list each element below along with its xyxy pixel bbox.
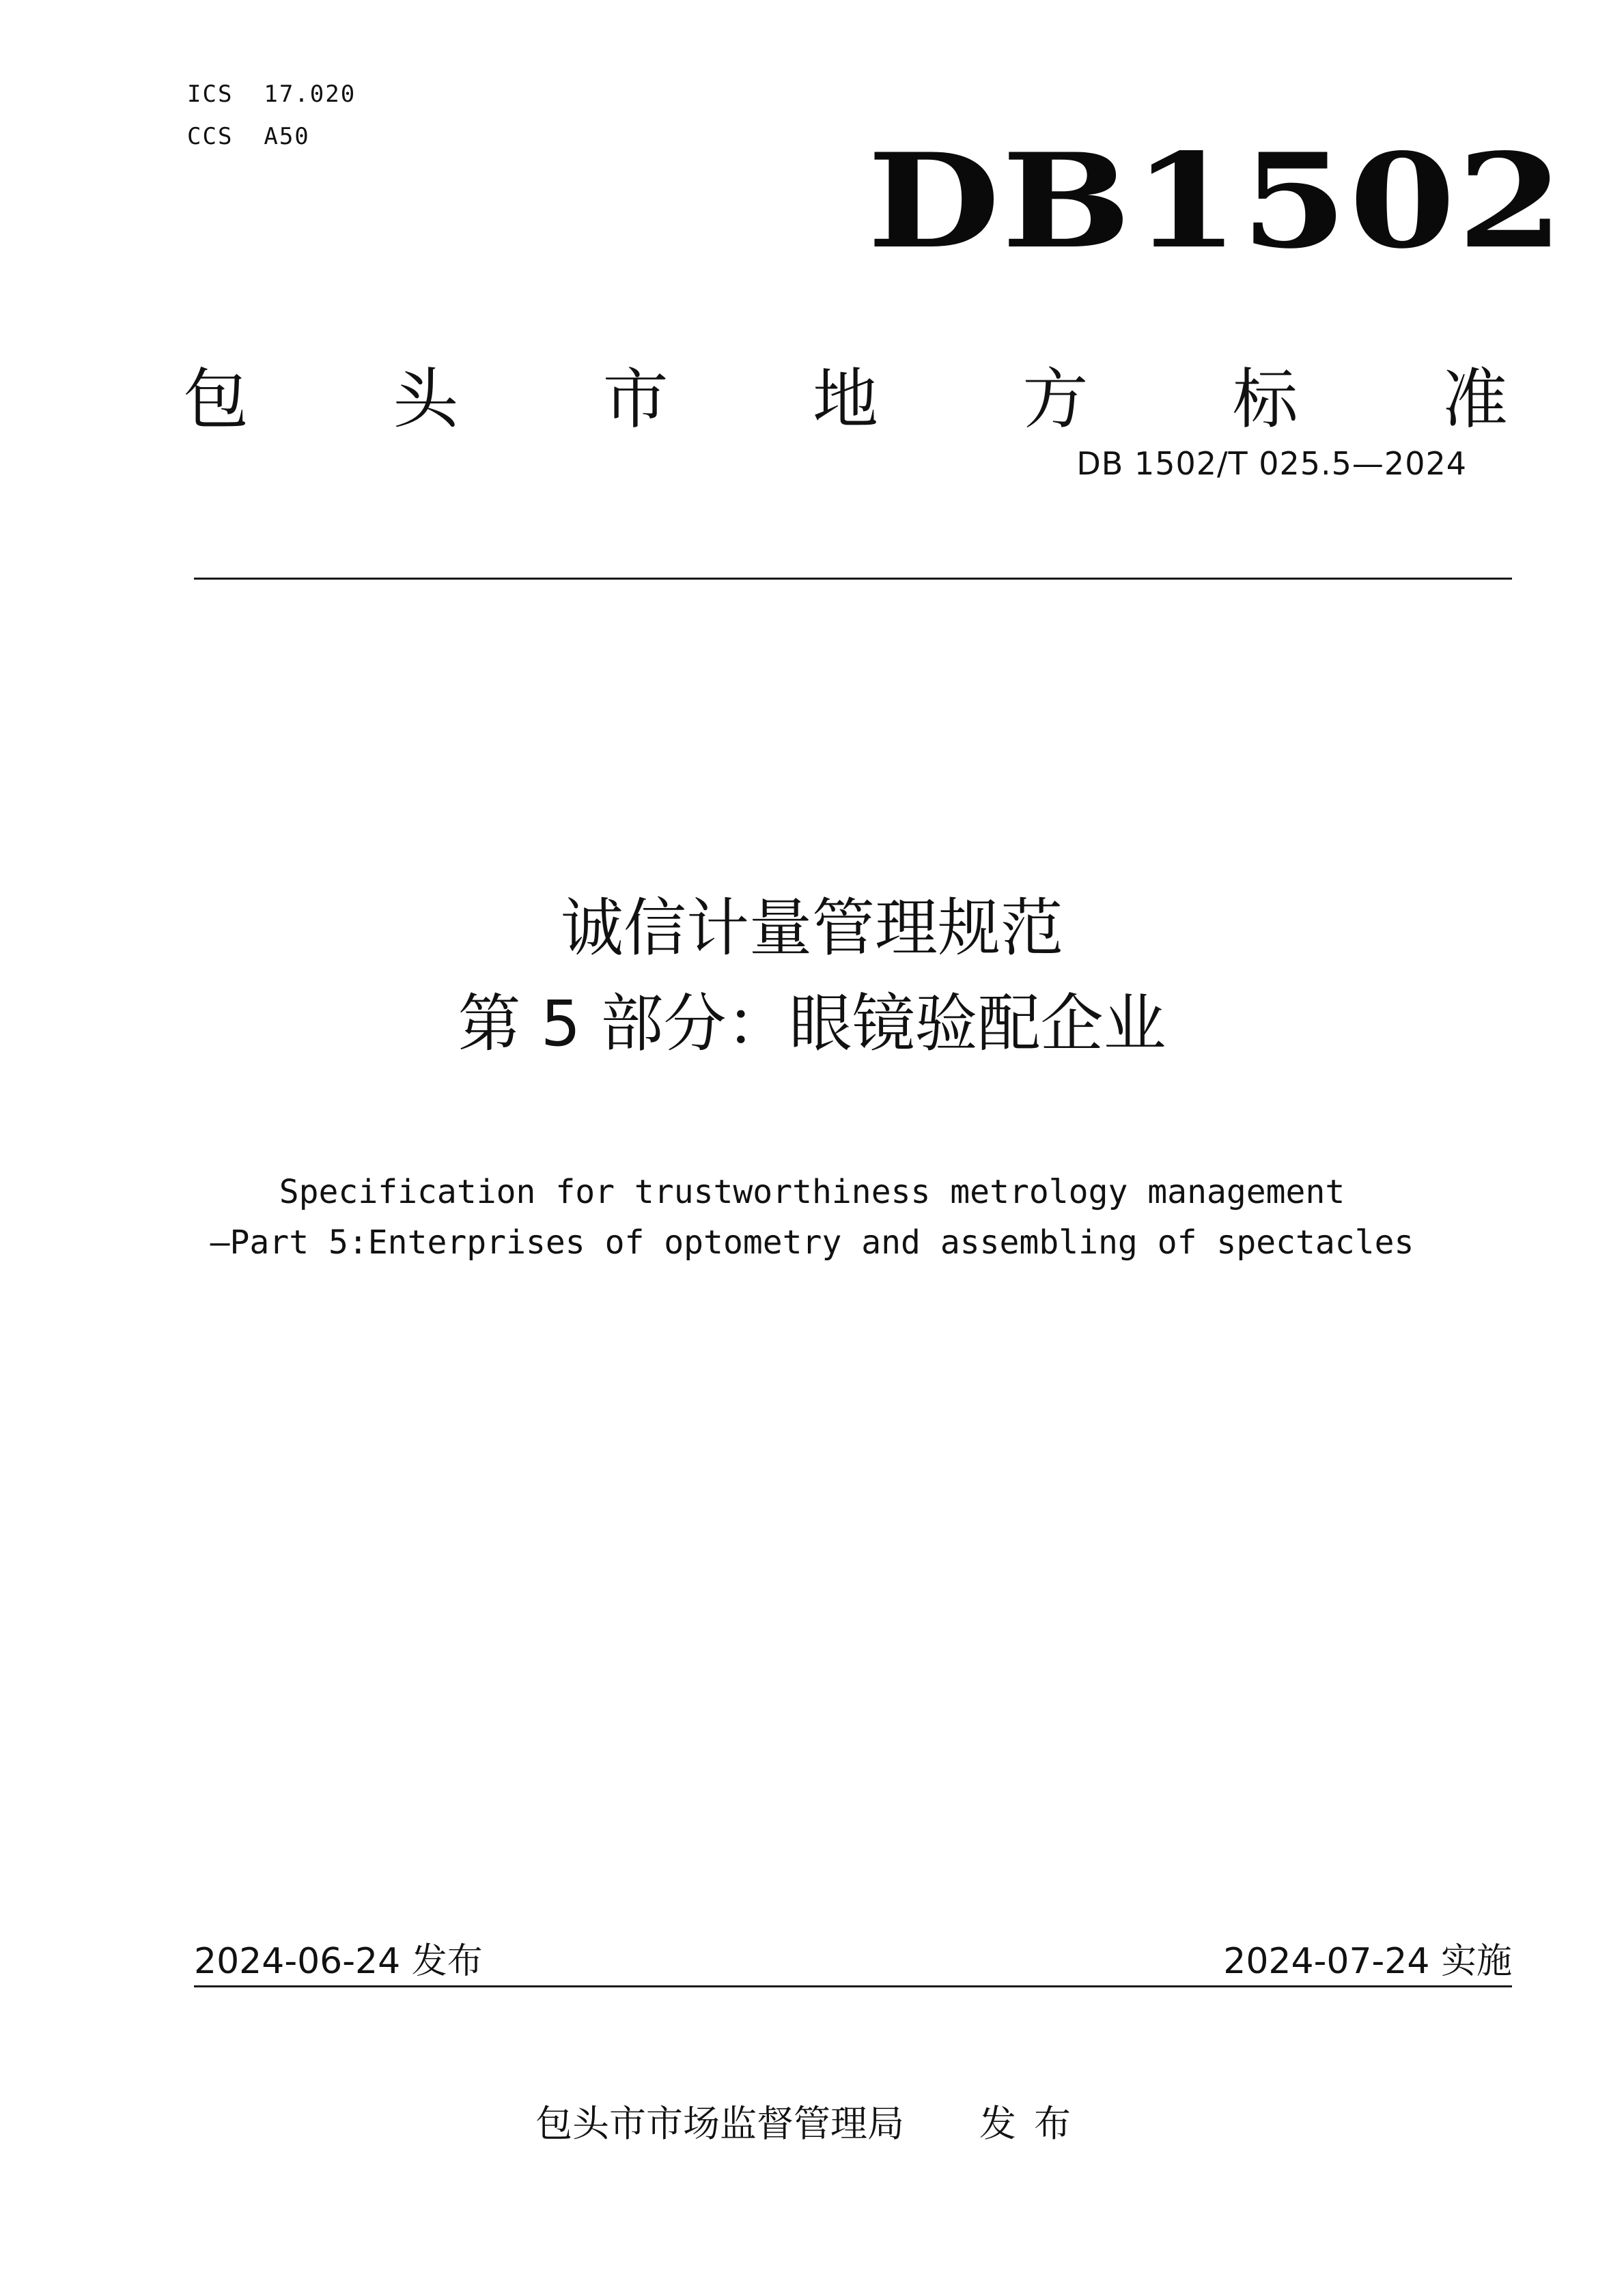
publisher-name: 包头市市场监督管理局 [535,2102,904,2145]
standard-type-char: 包 [183,361,249,438]
issue-date: 2024-06-24 发布 [194,1941,483,1982]
title-cn-line2: 第 5 部分：眼镜验配企业 [458,987,1166,1060]
standard-type-char: 地 [812,361,878,438]
publisher-action: 发布 [979,2102,1089,2145]
standard-type-char: 方 [1022,361,1089,438]
implementation-date: 2024-07-24 实施 [1223,1941,1512,1982]
publisher-line [0,2095,1624,2147]
standard-type-heading [183,362,1508,437]
standard-type-char: 准 [1442,361,1508,438]
standard-number: DB 1502/T 025.5—2024 [1076,445,1467,482]
title-en-line1: Specification for trustworthiness metrology management [279,1173,1345,1211]
standard-type-char: 市 [602,361,669,438]
standard-type-char: 标 [1232,361,1298,438]
standard-type-char: 头 [393,361,459,438]
db1502-logo: DB1502 [867,125,1566,277]
title-en-line2: —Part 5:Enterprises of optometry and assembling of spectacles [210,1223,1414,1262]
top-divider [194,578,1512,580]
ccs-code: CCS A50 [187,123,310,150]
bottom-divider [194,1985,1512,1987]
ics-code: ICS 17.020 [187,81,356,108]
title-cn-line1: 诚信计量管理规范 [560,892,1063,965]
